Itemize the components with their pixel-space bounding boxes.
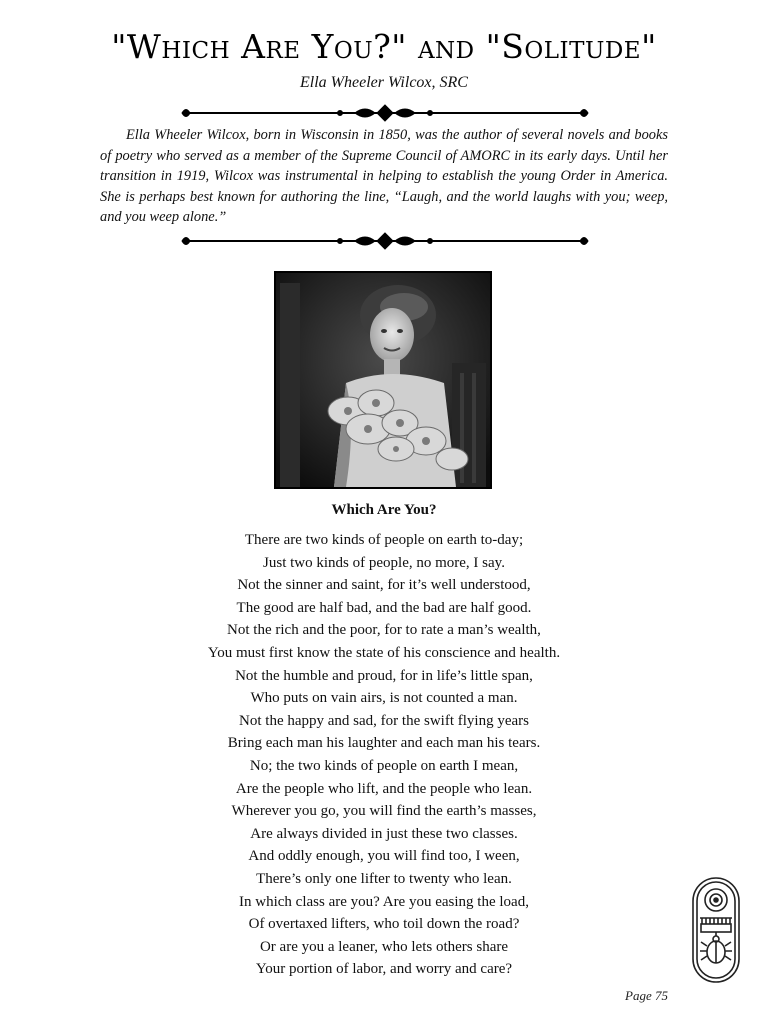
poem-line: The good are half bad, and the bad are half good. bbox=[236, 599, 532, 616]
poem-line: Not the happy and sad, for the swift flying years bbox=[239, 712, 529, 729]
poem-line: You must first know the state of his conscience and health. bbox=[207, 644, 561, 661]
portrait-image bbox=[276, 273, 490, 487]
poem-line: Just two kinds of people, no more, I say. bbox=[263, 554, 505, 571]
poem-line: In which class are you? Are you easing the load, bbox=[239, 893, 529, 910]
poem-line: Your portion of labor, and worry and care? bbox=[255, 961, 513, 978]
page-number: Page 75 bbox=[625, 988, 668, 1003]
poem-line: Are always divided in just these two classes. bbox=[250, 825, 518, 842]
poem-lines bbox=[0, 529, 768, 981]
poem-line: Bring each man his laughter and each man his tears. bbox=[227, 735, 541, 752]
poem-line: Not the humble and proud, for in life’s little span, bbox=[235, 667, 533, 684]
cartouche-emblem-icon bbox=[690, 876, 742, 984]
poem-line: And oddly enough, you will find too, I ween, bbox=[248, 848, 520, 865]
ornamental-divider-icon bbox=[180, 103, 590, 123]
poem-line: There are two kinds of people on earth to-day; bbox=[244, 532, 524, 548]
poem-line: Or are you a leaner, who lets others share bbox=[259, 938, 509, 955]
poem-line: Wherever you go, you will find the earth’s masses, bbox=[231, 803, 537, 820]
poem-line: Are the people who lift, and the people who lean. bbox=[235, 780, 533, 797]
poem-line: No; the two kinds of people on earth I mean, bbox=[249, 757, 519, 774]
poem-line: There’s only one lifter to twenty who lean. bbox=[256, 870, 512, 887]
intro-paragraph: Ella Wheeler Wilcox, born in Wisconsin in 1850, was the author of several novels and books of poetry who served as a member of the Supreme Council of AMORC in its early days. Until her transition in 1919, Wilcox was instrumental in helping to establish the young Order in America. She is perhaps best known for authoring the line, “Laugh, and the world laughs with you; weep, and you weep alone.” bbox=[100, 127, 668, 225]
page-title: "Which Are You?" and "Solitude" bbox=[111, 27, 657, 66]
author-byline: Ella Wheeler Wilcox, SRC bbox=[300, 74, 468, 91]
poem-line: Of overtaxed lifters, who toil down the road? bbox=[248, 916, 520, 933]
poem-line: Not the rich and the poor, for to rate a man’s wealth, bbox=[227, 622, 541, 639]
ornamental-divider-icon bbox=[180, 231, 590, 251]
poem-title: Which Are You? bbox=[331, 502, 437, 518]
author-portrait-photo bbox=[274, 271, 492, 489]
poem-line: Who puts on vain airs, is not counted a man. bbox=[250, 690, 518, 707]
poem-line: Not the sinner and saint, for it’s well understood, bbox=[237, 577, 531, 594]
